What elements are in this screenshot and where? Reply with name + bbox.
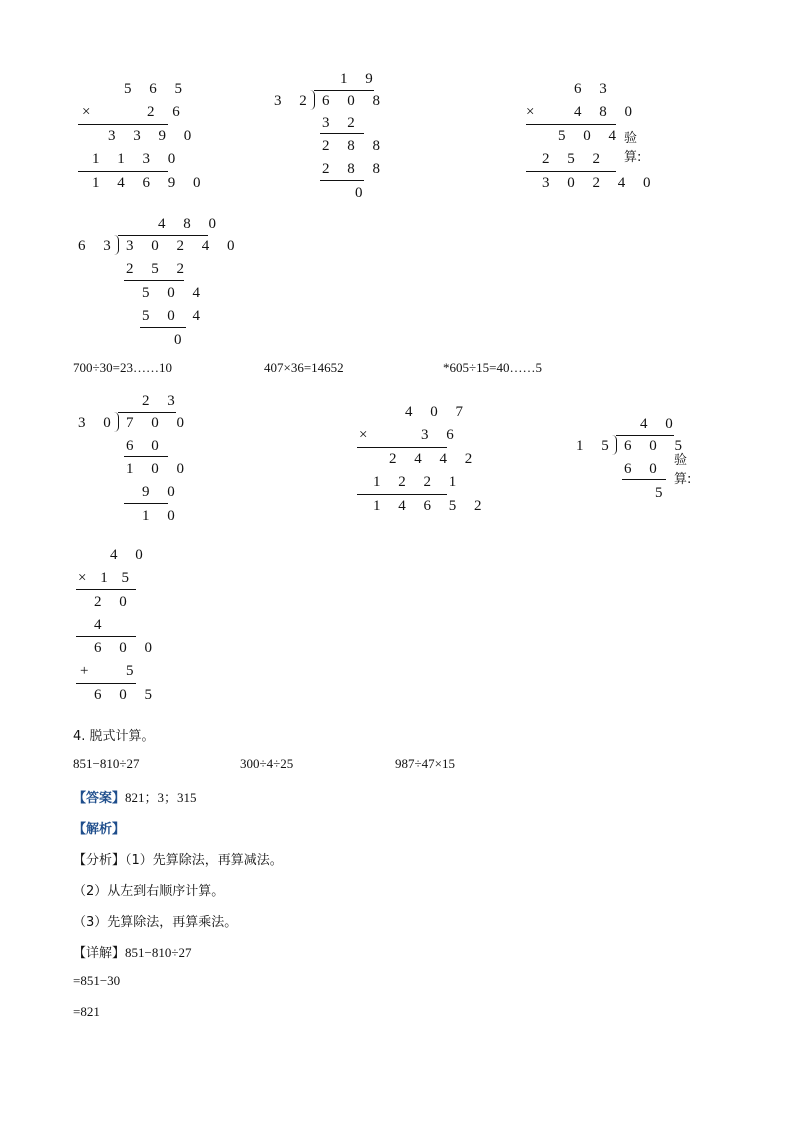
multiplicand: 6 3 [574, 81, 614, 97]
rule [357, 447, 447, 448]
remainder: 5 [655, 485, 663, 501]
rule [320, 180, 364, 181]
partial-2: 1 2 2 1 [373, 474, 464, 490]
rule [76, 683, 136, 684]
answer-tag: 【答案】 [73, 791, 126, 806]
expression-2: 300÷4÷25 [240, 756, 294, 771]
fenxi-1: （1）先算除法，再算减法。 [125, 853, 283, 868]
analysis-heading [73, 818, 125, 837]
times-sign: × [359, 427, 368, 443]
remainder-add: 5 [126, 663, 134, 679]
rule [124, 503, 168, 504]
multiplicand: 5 6 5 [124, 81, 189, 97]
divisor: 3 2 [274, 93, 314, 109]
answer-line [73, 787, 197, 806]
product: 1 4 6 9 0 [92, 175, 208, 191]
remainder: 0 [174, 332, 182, 348]
step-3: 5 0 4 [142, 308, 207, 324]
times-sign: × [526, 104, 535, 120]
answer-text: 821；3；315 [125, 790, 197, 805]
remainder: 0 [355, 185, 363, 201]
partial-2: 2 5 2 [542, 151, 607, 167]
product: 3 0 2 4 0 [542, 175, 658, 191]
detail-2: =851−30 [73, 973, 121, 988]
fenxi-line [73, 849, 283, 868]
rule [78, 171, 168, 172]
expression-3: 987÷47×15 [395, 756, 455, 771]
quotient: 2 3 [142, 393, 182, 409]
remainder: 1 0 [142, 508, 182, 524]
rule [357, 494, 447, 495]
question-4-title: 4. 脱式计算。 [73, 729, 155, 744]
detail-1: 851−810÷27 [125, 945, 192, 960]
equation-700-div-30: 700÷30=23……10 [73, 360, 172, 375]
step-2: 2 8 8 [322, 138, 387, 154]
rule [526, 124, 616, 125]
fenxi-2: （2）从左到右顺序计算。 [73, 884, 225, 899]
check-label: 验算: [624, 131, 642, 165]
rule [124, 456, 168, 457]
expression-1: 851−810÷27 [73, 756, 140, 771]
equation-605-div-15: *605÷15=40……5 [443, 360, 542, 375]
divisor: 6 3 [78, 238, 118, 254]
dividend: 7 0 0 [126, 415, 191, 431]
multiplier: × 1 5 [78, 570, 134, 586]
step-1: 6 0 [624, 461, 664, 477]
divisor: 1 5 [576, 438, 616, 454]
quotient: 4 8 0 [158, 216, 223, 232]
partial-1: 3 3 9 0 [108, 128, 199, 144]
division-bar [616, 435, 674, 436]
detail-tag: 【详解】 [73, 946, 126, 961]
step-3: 9 0 [142, 484, 182, 500]
partial-1: 5 0 4 [558, 128, 623, 144]
rule [124, 280, 184, 281]
step-2: 1 0 0 [126, 461, 191, 477]
dividend: 3 0 2 4 0 [126, 238, 242, 254]
product: 1 4 6 5 2 [373, 498, 489, 514]
rule [526, 171, 616, 172]
rule [622, 479, 666, 480]
rule [78, 124, 168, 125]
equation-407-x-36: 407×36=14652 [264, 360, 344, 375]
multiplier: 2 6 [147, 104, 187, 120]
multiplicand: 4 0 [110, 547, 150, 563]
partial-2: 1 1 3 0 [92, 151, 183, 167]
rule [320, 133, 364, 134]
step-1: 3 2 [322, 115, 362, 131]
dividend: 6 0 8 [322, 93, 387, 109]
multiplier: 3 6 [421, 427, 461, 443]
analysis-tag: 【解析】 [73, 822, 126, 837]
partial-1: 2 4 4 2 [389, 451, 480, 467]
partial-2: 4 [94, 617, 102, 633]
check-label: 验算: [674, 453, 692, 487]
step-3: 2 8 8 [322, 161, 387, 177]
quotient: 1 9 [340, 71, 380, 87]
partial-1: 2 0 [94, 594, 134, 610]
step-1: 6 0 [126, 438, 166, 454]
rule [76, 589, 136, 590]
rule [140, 327, 186, 328]
divisor: 3 0 [78, 415, 118, 431]
partial-sum: 6 0 0 [94, 640, 159, 656]
detail-3: =821 [73, 1004, 100, 1019]
rule [76, 636, 136, 637]
detail-line [73, 942, 191, 961]
step-2: 5 0 4 [142, 285, 207, 301]
fenxi-tag: 【分析】 [73, 853, 126, 868]
times-sign: × [82, 104, 91, 120]
sum: 6 0 5 [94, 687, 159, 703]
division-bar [118, 235, 208, 236]
division-bar [118, 412, 176, 413]
fenxi-3: （3）先算除法，再算乘法。 [73, 915, 238, 930]
multiplier: 4 8 0 [574, 104, 639, 120]
division-bar [314, 90, 374, 91]
dividend: 6 0 5 [624, 438, 689, 454]
step-1: 2 5 2 [126, 261, 191, 277]
plus-sign: + [80, 663, 89, 679]
quotient: 4 0 [640, 416, 680, 432]
multiplicand: 4 0 7 [405, 404, 470, 420]
